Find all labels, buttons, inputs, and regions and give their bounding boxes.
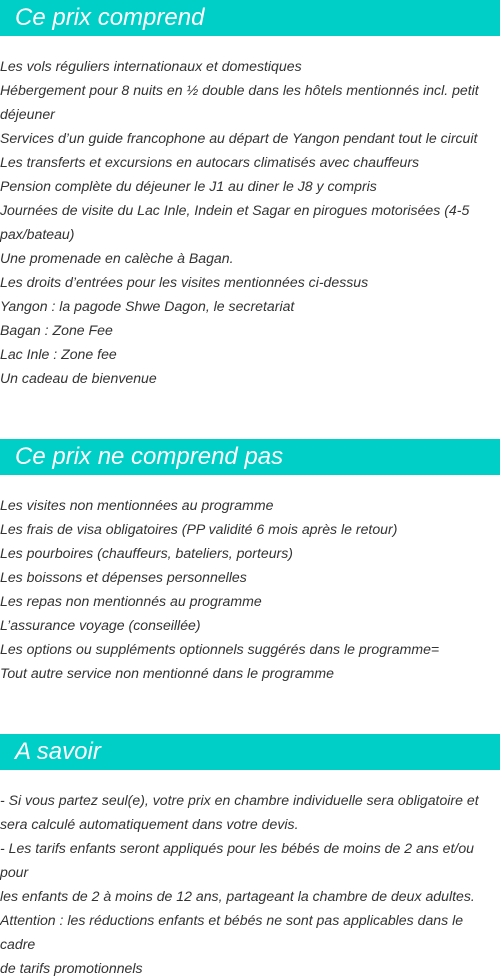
section-a-savoir — [0, 734, 500, 980]
list-item: pax/bateau) — [0, 226, 75, 242]
list-item: Pension complète du déjeuner le J1 au diner le J8 y compris — [0, 178, 377, 194]
list-item: Une promenade en calèche à Bagan. — [0, 250, 234, 266]
list-item: Hébergement pour 8 nuits en ½ double dans les hôtels mentionnés incl. petit — [0, 82, 479, 98]
list-item: Les droits d’entrées pour les visites mentionnées ci-dessus — [0, 274, 369, 290]
list-item: Les visites non mentionnées au programme — [0, 497, 274, 513]
section-ce-prix-ne-comprend-pas — [0, 439, 500, 685]
list-item: Bagan : Zone Fee — [0, 322, 113, 338]
list-item: sera calculé automatiquement dans votre devis. — [0, 816, 299, 832]
list-item: L’assurance voyage (conseillée) — [0, 617, 201, 633]
section-title: A savoir — [0, 734, 500, 770]
list-item: Les boissons et dépenses personnelles — [0, 569, 247, 585]
list-item: de tarifs promotionnels — [0, 960, 143, 976]
list-item: Services d’un guide francophone au départ de Yangon pendant tout le circuit — [0, 130, 478, 146]
notes-list — [0, 788, 500, 980]
list-item: Journées de visite du Lac Inle, Indein et Sagar en pirogues motorisées (4-5 — [0, 202, 470, 218]
list-item: Attention : les réductions enfants et bébés ne sont pas applicables dans le cadre — [0, 912, 464, 952]
list-item: Yangon : la pagode Shwe Dagon, le secretariat — [0, 298, 295, 314]
included-list — [0, 54, 500, 390]
section-title: Ce prix comprend — [0, 0, 500, 36]
not-included-list — [0, 493, 500, 685]
list-item: Les vols réguliers internationaux et domestiques — [0, 58, 302, 74]
list-item: Les pourboires (chauffeurs, bateliers, porteurs) — [0, 545, 293, 561]
list-item: les enfants de 2 à moins de 12 ans, partageant la chambre de deux adultes. — [0, 888, 475, 904]
list-item: déjeuner — [0, 106, 55, 122]
list-item: Un cadeau de bienvenue — [0, 370, 157, 386]
list-item: Les transferts et excursions en autocars climatisés avec chauffeurs — [0, 154, 420, 170]
list-item: - Les tarifs enfants seront appliqués pour les bébés de moins de 2 ans et/ou pour — [0, 840, 474, 880]
list-item: Les repas non mentionnés au programme — [0, 593, 262, 609]
list-item: Lac Inle : Zone fee — [0, 346, 117, 362]
section-title: Ce prix ne comprend pas — [0, 439, 500, 475]
list-item: Tout autre service non mentionné dans le programme — [0, 665, 335, 681]
list-item: Les frais de visa obligatoires (PP validité 6 mois après le retour) — [0, 521, 398, 537]
list-item: Les options ou suppléments optionnels suggérés dans le programme= — [0, 641, 440, 657]
list-item: - Si vous partez seul(e), votre prix en chambre individuelle sera obligatoire et — [0, 792, 479, 808]
section-ce-prix-comprend — [0, 0, 500, 390]
